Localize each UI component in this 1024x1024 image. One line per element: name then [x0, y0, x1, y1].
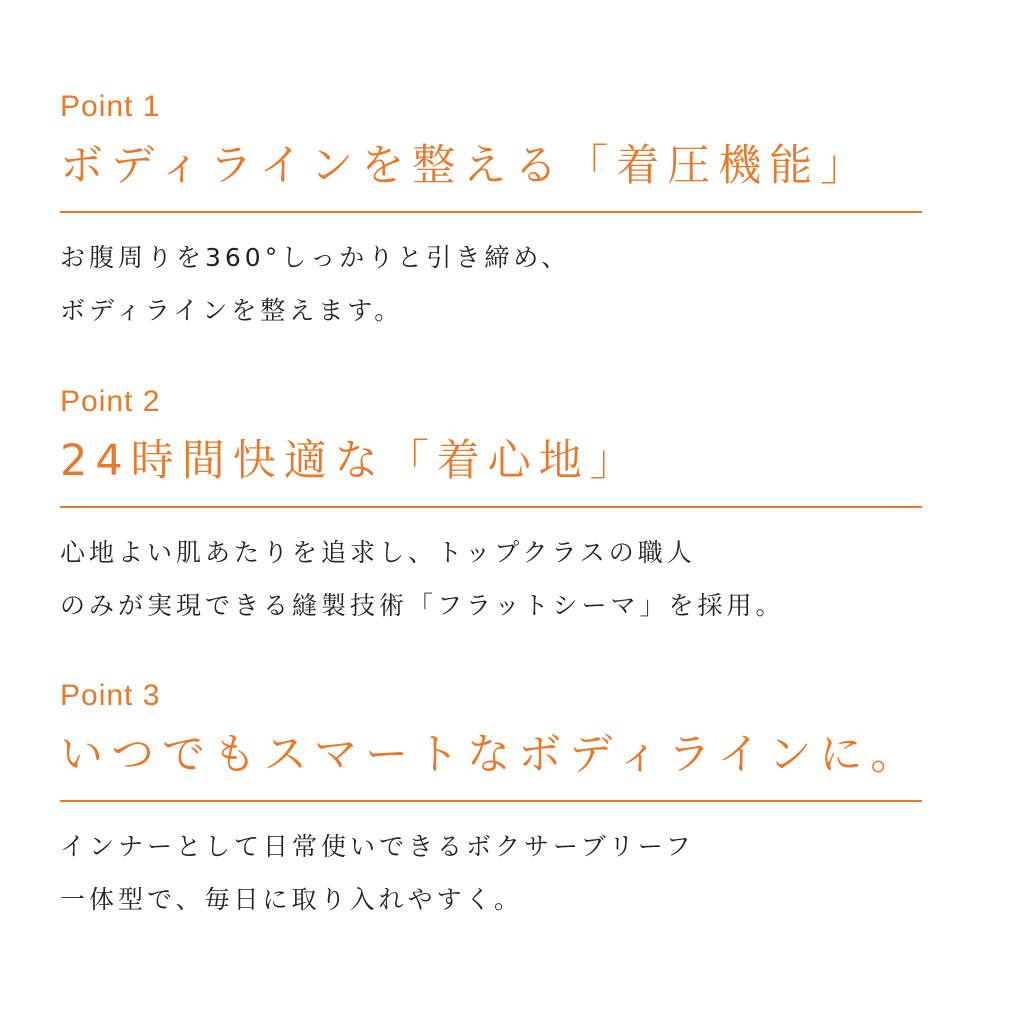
divider-line [60, 506, 922, 508]
point-label: Point 1 [60, 90, 161, 123]
point-label: Point 2 [60, 385, 161, 418]
point-description-line: ボディラインを整えます。 [60, 296, 404, 325]
divider-line [60, 800, 922, 802]
point-heading: いつでもスマートなボディラインに。 [60, 730, 922, 780]
point-heading: 24時間快適な「着心地」 [60, 436, 641, 486]
point-description-line: 一体型で、毎日に取り入れやすく。 [60, 885, 524, 914]
point-label: Point 3 [60, 679, 161, 712]
point-heading: ボディラインを整える「着圧機能」 [60, 141, 872, 191]
point-description-line: のみが実現できる縫製技術「フラットシーマ」を採用。 [60, 591, 785, 620]
point-description-line: 心地よい肌あたりを追求し、トップクラスの職人 [60, 538, 696, 567]
divider-line [60, 211, 922, 213]
point-description-line: インナーとして日常使いできるボクサーブリーフ [60, 832, 695, 861]
point-description-line: お腹周りを360°しっかりと引き締め、 [60, 243, 571, 272]
